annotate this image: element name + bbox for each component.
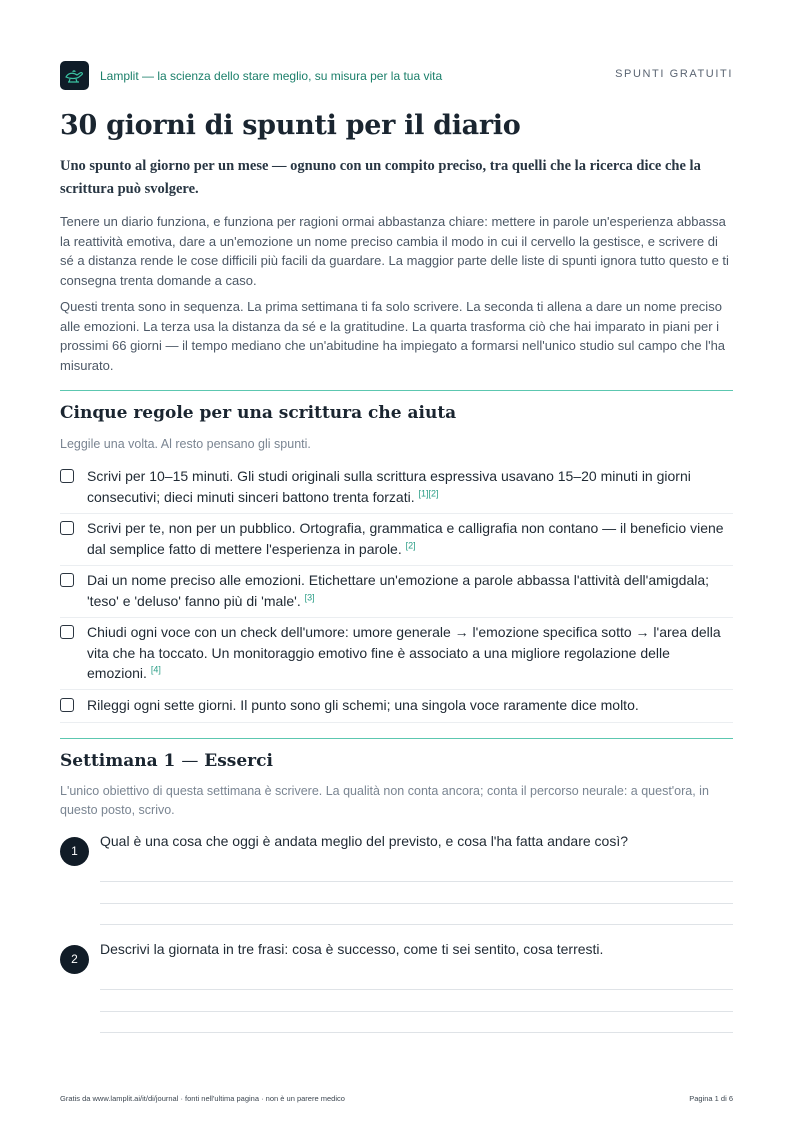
citation-ref[interactable]: [3]	[304, 591, 315, 602]
week-1-title: Settimana 1 — Esserci	[60, 751, 273, 771]
rules-section-title: Cinque regole per una scrittura che aiuta	[60, 403, 457, 423]
section-divider	[60, 738, 733, 739]
writing-line[interactable]	[100, 903, 733, 904]
prompt-number: 2	[60, 945, 89, 974]
rule-text: Scrivi per te, non per un pubblico. Ortografia, grammatica e calligrafia non contano — il beneficio viene dal semplice fatto di mettere l'esperienza in parole. [2]	[87, 520, 724, 557]
rule-text: Scrivi per 10–15 minuti. Gli studi originali sulla scrittura espressiva usavano 15–20 minuti in giorni consecutivi; dieci minuti sinceri battono trenta forzati. [1][2]	[87, 468, 691, 505]
checkbox[interactable]	[60, 573, 74, 587]
page-number: Pagina 1 di 6	[689, 1094, 733, 1103]
rule-item	[60, 469, 733, 514]
writing-line[interactable]	[100, 1032, 733, 1033]
prompt-text: Descrivi la giornata in tre frasi: cosa è successo, come ti sei sentito, cosa terresti.	[100, 941, 604, 957]
checkbox[interactable]	[60, 469, 74, 483]
checkbox[interactable]	[60, 625, 74, 639]
rule-text: Dai un nome preciso alle emozioni. Etichettare un'emozione a parole abbassa l'attività dell'amigdala; 'teso' e 'deluso' fanno più di 'male'. [3]	[87, 572, 710, 609]
rule-item	[60, 625, 733, 690]
page-title: 30 giorni di spunti per il diario	[60, 110, 521, 141]
checkbox[interactable]	[60, 698, 74, 712]
free-prompts-tag: SPUNTI GRATUITI	[615, 68, 733, 80]
rule-item	[60, 573, 733, 618]
prompt-text: Qual è una cosa che oggi è andata meglio del previsto, e cosa l'ha fatta andare così?	[100, 833, 629, 849]
writing-line[interactable]	[100, 1011, 733, 1012]
brand-tagline: Lamplit — la scienza dello stare meglio, su misura per la tua vita	[100, 69, 443, 83]
page-subtitle: Uno spunto al giorno per un mese — ognuno con un compito preciso, tra quelli che la ricerca dice che la scrittura può svolgere.	[60, 158, 701, 197]
lamp-icon	[60, 61, 89, 90]
citation-ref[interactable]: [4]	[150, 664, 161, 675]
writing-line[interactable]	[100, 989, 733, 990]
citation-ref[interactable]: [1][2]	[418, 487, 439, 498]
rule-item	[60, 521, 733, 566]
footer-note: Gratis da www.lamplit.ai/it/di/journal · fonti nell'ultima pagina · non è un parere medico	[60, 1094, 345, 1103]
writing-line[interactable]	[100, 881, 733, 882]
intro-paragraph-2: Questi trenta sono in sequenza. La prima settimana ti fa solo scrivere. La seconda ti allena a dare un nome preciso alle emozioni. La terza usa la distanza da sé e la gratitudine. La quarta trasforma ciò che hai imparato in piani per i prossimi 66 giorni — il tempo mediano che un'abitudine ha impiegato a formarsi nell'unico studio sul campo che l'ha misurato.	[60, 299, 726, 373]
rule-item	[60, 698, 733, 723]
week-1-intro: L'unico obiettivo di questa settimana è scrivere. La qualità non conta ancora; conta il percorso neurale: a quest'ora, in questo posto, scrivo.	[60, 784, 709, 817]
rule-text: Rileggi ogni sette giorni. Il punto sono gli schemi; una singola voce raramente dice molto.	[87, 697, 639, 713]
writing-line[interactable]	[100, 924, 733, 925]
checkbox[interactable]	[60, 521, 74, 535]
rules-section-intro: Leggile una volta. Al resto pensano gli spunti.	[60, 437, 311, 451]
page-header	[60, 61, 733, 91]
section-divider	[60, 390, 733, 391]
citation-ref[interactable]: [2]	[405, 539, 416, 550]
intro-paragraph-1: Tenere un diario funziona, e funziona per ragioni ormai abbastanza chiare: mettere in parole un'esperienza abbassa la reattività emotiva, dare a un'emozione un nome preciso cambia il modo in cui il cervello la gestisce, e scrivere di sé a distanza rende le cose difficili più facili da guardare. La maggior parte delle liste di spunti ignora tutto questo e ti consegna trenta domande a caso.	[60, 214, 729, 288]
prompt-number: 1	[60, 837, 89, 866]
rule-text: Chiudi ogni voce con un check dell'umore: umore generale → l'emozione specifica sotto → l'area della vita che ha toccato. Un monitoraggio emotivo fine è associato a una migliore regolazione delle emozioni. [4]	[87, 624, 721, 681]
